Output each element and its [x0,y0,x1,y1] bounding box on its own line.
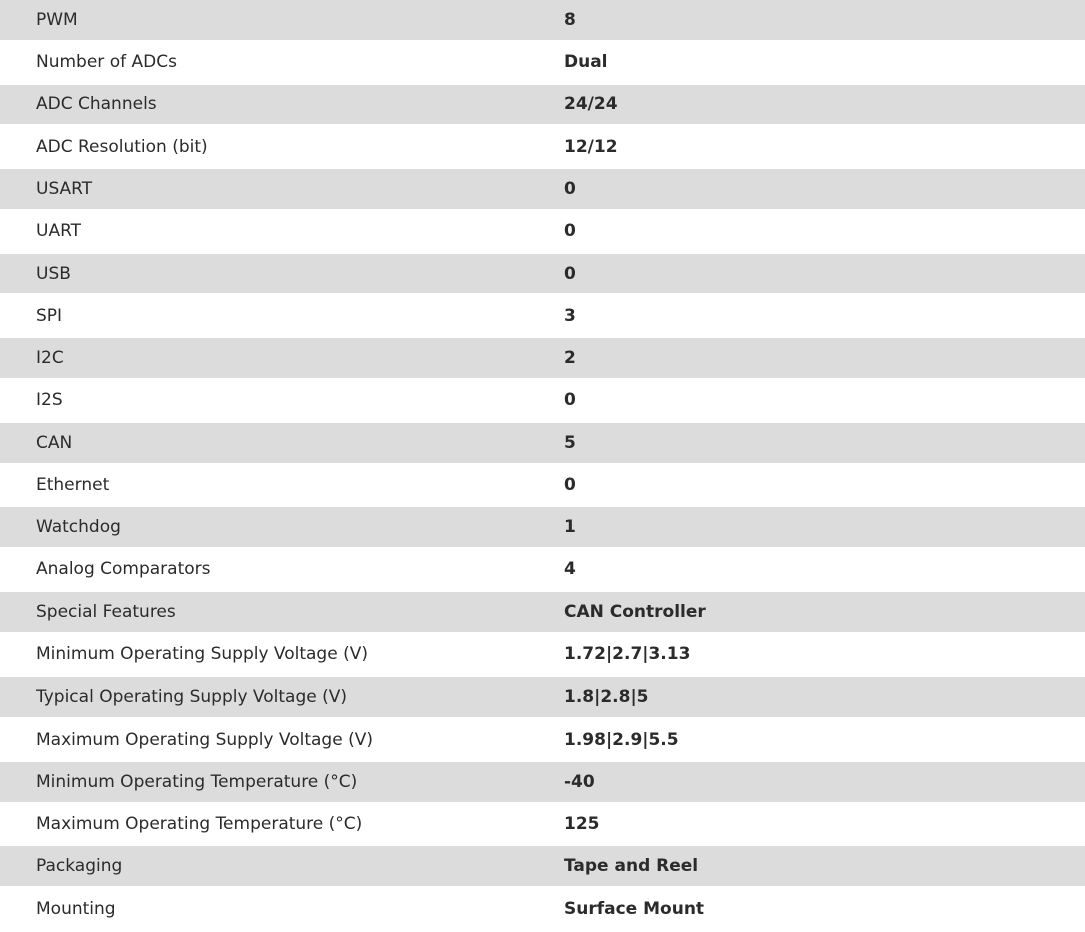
spec-label: Packaging [36,856,123,877]
spec-row-max-temperature [0,802,1085,847]
spec-row-special-features [0,592,1085,632]
spec-label: ADC Resolution (bit) [36,136,208,157]
spec-row-pwm [0,0,1085,40]
spec-row-ethernet [0,463,1085,508]
spec-label: Analog Comparators [36,559,211,580]
spec-row-typ-supply-voltage [0,677,1085,717]
spec-row-watchdog [0,507,1085,547]
spec-row-usart [0,169,1085,209]
spec-row-i2c [0,338,1085,378]
spec-value: 1.98|2.9|5.5 [564,729,679,750]
spec-row-max-supply-voltage [0,717,1085,762]
spec-label: Maximum Operating Temperature (°C) [36,814,363,835]
spec-value: 0 [564,474,576,495]
spec-value: 24/24 [564,94,618,115]
spec-label: Mounting [36,899,116,920]
spec-value: 1.8|2.8|5 [564,687,649,708]
spec-label: Typical Operating Supply Voltage (V) [36,687,347,708]
spec-label: PWM [36,9,78,30]
spec-value: 3 [564,305,576,326]
spec-value: 8 [564,9,576,30]
spec-label: ADC Channels [36,94,157,115]
spec-label: Maximum Operating Supply Voltage (V) [36,729,373,750]
spec-value: 0 [564,263,576,284]
spec-label: UART [36,221,82,242]
spec-value: -40 [564,771,595,792]
spec-value: Tape and Reel [564,856,699,877]
spec-label: Special Features [36,601,176,622]
spec-value: Dual [564,52,608,73]
spec-row-min-supply-voltage [0,632,1085,678]
spec-row-i2s [0,378,1085,423]
spec-label: SPI [36,305,63,326]
spec-value: 4 [564,559,576,580]
spec-value: 0 [564,221,576,242]
spec-row-spi [0,293,1085,338]
spec-label: Minimum Operating Supply Voltage (V) [36,644,368,665]
spec-label: CAN [36,432,73,453]
spec-value: 1 [564,517,576,538]
spec-value: 0 [564,390,576,411]
spec-row-min-temperature [0,762,1085,802]
spec-row-packaging [0,846,1085,886]
spec-value: 0 [564,178,576,199]
spec-row-uart [0,209,1085,254]
spec-row-adc-resolution [0,124,1085,169]
spec-value: 12/12 [564,136,618,157]
spec-label: Number of ADCs [36,52,177,73]
spec-value: 1.72|2.7|3.13 [564,644,691,665]
spec-label: Minimum Operating Temperature (°C) [36,771,358,792]
spec-row-usb [0,254,1085,294]
spec-label: Watchdog [36,517,121,538]
spec-value: CAN Controller [564,601,706,622]
spec-row-can [0,423,1085,463]
spec-label: I2S [36,390,63,411]
spec-value: 125 [564,814,600,835]
spec-label: USART [36,178,93,199]
spec-value: Surface Mount [564,899,705,920]
spec-row-analog-comparators [0,547,1085,592]
spec-row-mounting [0,886,1085,932]
spec-label: USB [36,263,71,284]
spec-label: I2C [36,348,64,369]
spec-label: Ethernet [36,474,110,495]
spec-value: 2 [564,348,576,369]
spec-value: 5 [564,432,576,453]
spec-row-number-of-adcs [0,40,1085,85]
spec-row-adc-channels [0,85,1085,125]
